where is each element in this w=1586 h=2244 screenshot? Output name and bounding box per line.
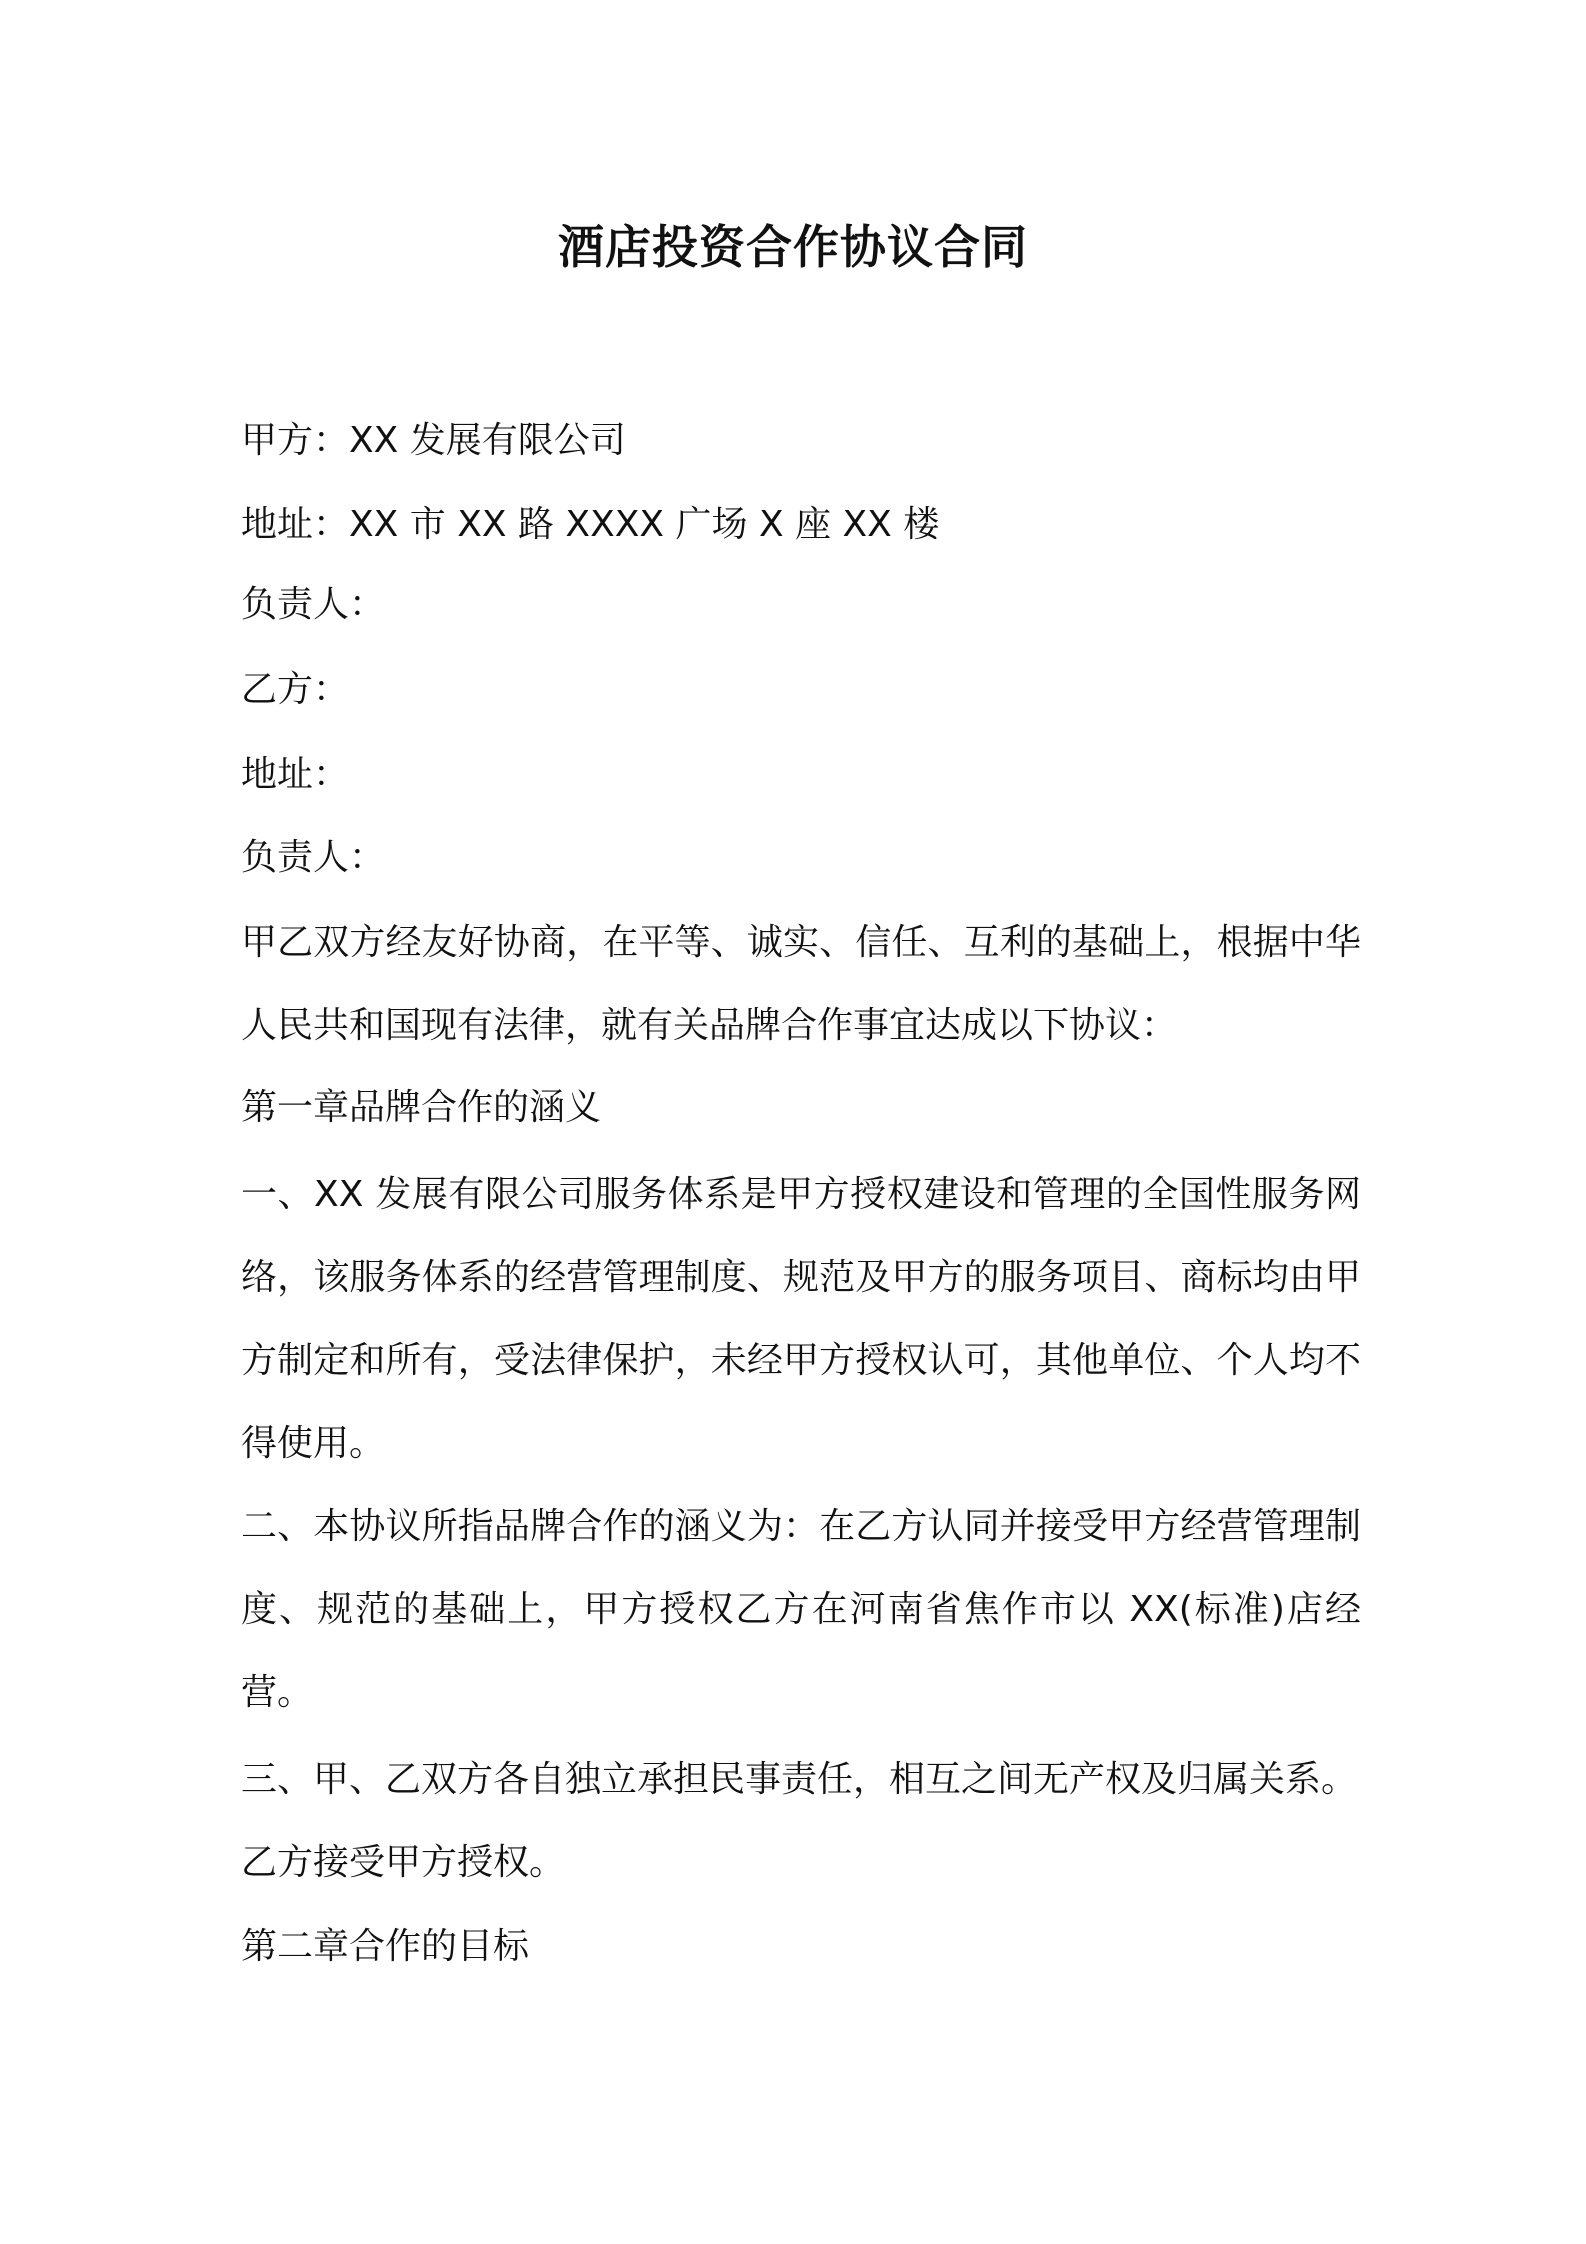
party-a-line: 甲方：XX 发展有限公司 (241, 420, 626, 461)
preamble-paragraph: 甲乙双方经友好协商，在平等、诚实、信任、互利的基础上，根据中华人民共和国现有法律，就有关品牌合作事宜达成以下协议： (241, 922, 1361, 1046)
party-a-address-line: 地址：XX 市 XX 路 XXXX 广场 X 座 XX 楼 (241, 504, 940, 545)
party-a-representative-line: 负责人： (241, 584, 386, 625)
clause-3-line: 三、甲、乙双方各自独立承担民事责任，相互之间无产权及归属关系。 (241, 1759, 1358, 1800)
party-b-address-line: 地址： (241, 754, 350, 795)
clause-1-paragraph: 一、XX 发展有限公司服务体系是甲方授权建设和管理的全国性服务网络，该服务体系的经营管理制度、规范及甲方的服务项目、商标均由甲方制定和所有，受法律保护，未经甲方授权认可，其他单位、个人均不得使用。 (241, 1174, 1361, 1464)
clause-3-continuation: 乙方接受甲方授权。 (241, 1842, 566, 1883)
document-title: 酒店投资合作协议合同 (558, 220, 1028, 274)
chapter-2-heading: 第二章合作的目标 (241, 1926, 530, 1967)
clause-2-paragraph: 二、本协议所指品牌合作的涵义为：在乙方认同并接受甲方经营管理制度、规范的基础上，甲方授权乙方在河南省焦作市以 XX(标准)店经营。 (241, 1506, 1361, 1713)
party-b-line: 乙方： (241, 669, 350, 710)
chapter-1-heading: 第一章品牌合作的涵义 (241, 1087, 602, 1128)
party-b-representative-line: 负责人： (241, 837, 386, 878)
